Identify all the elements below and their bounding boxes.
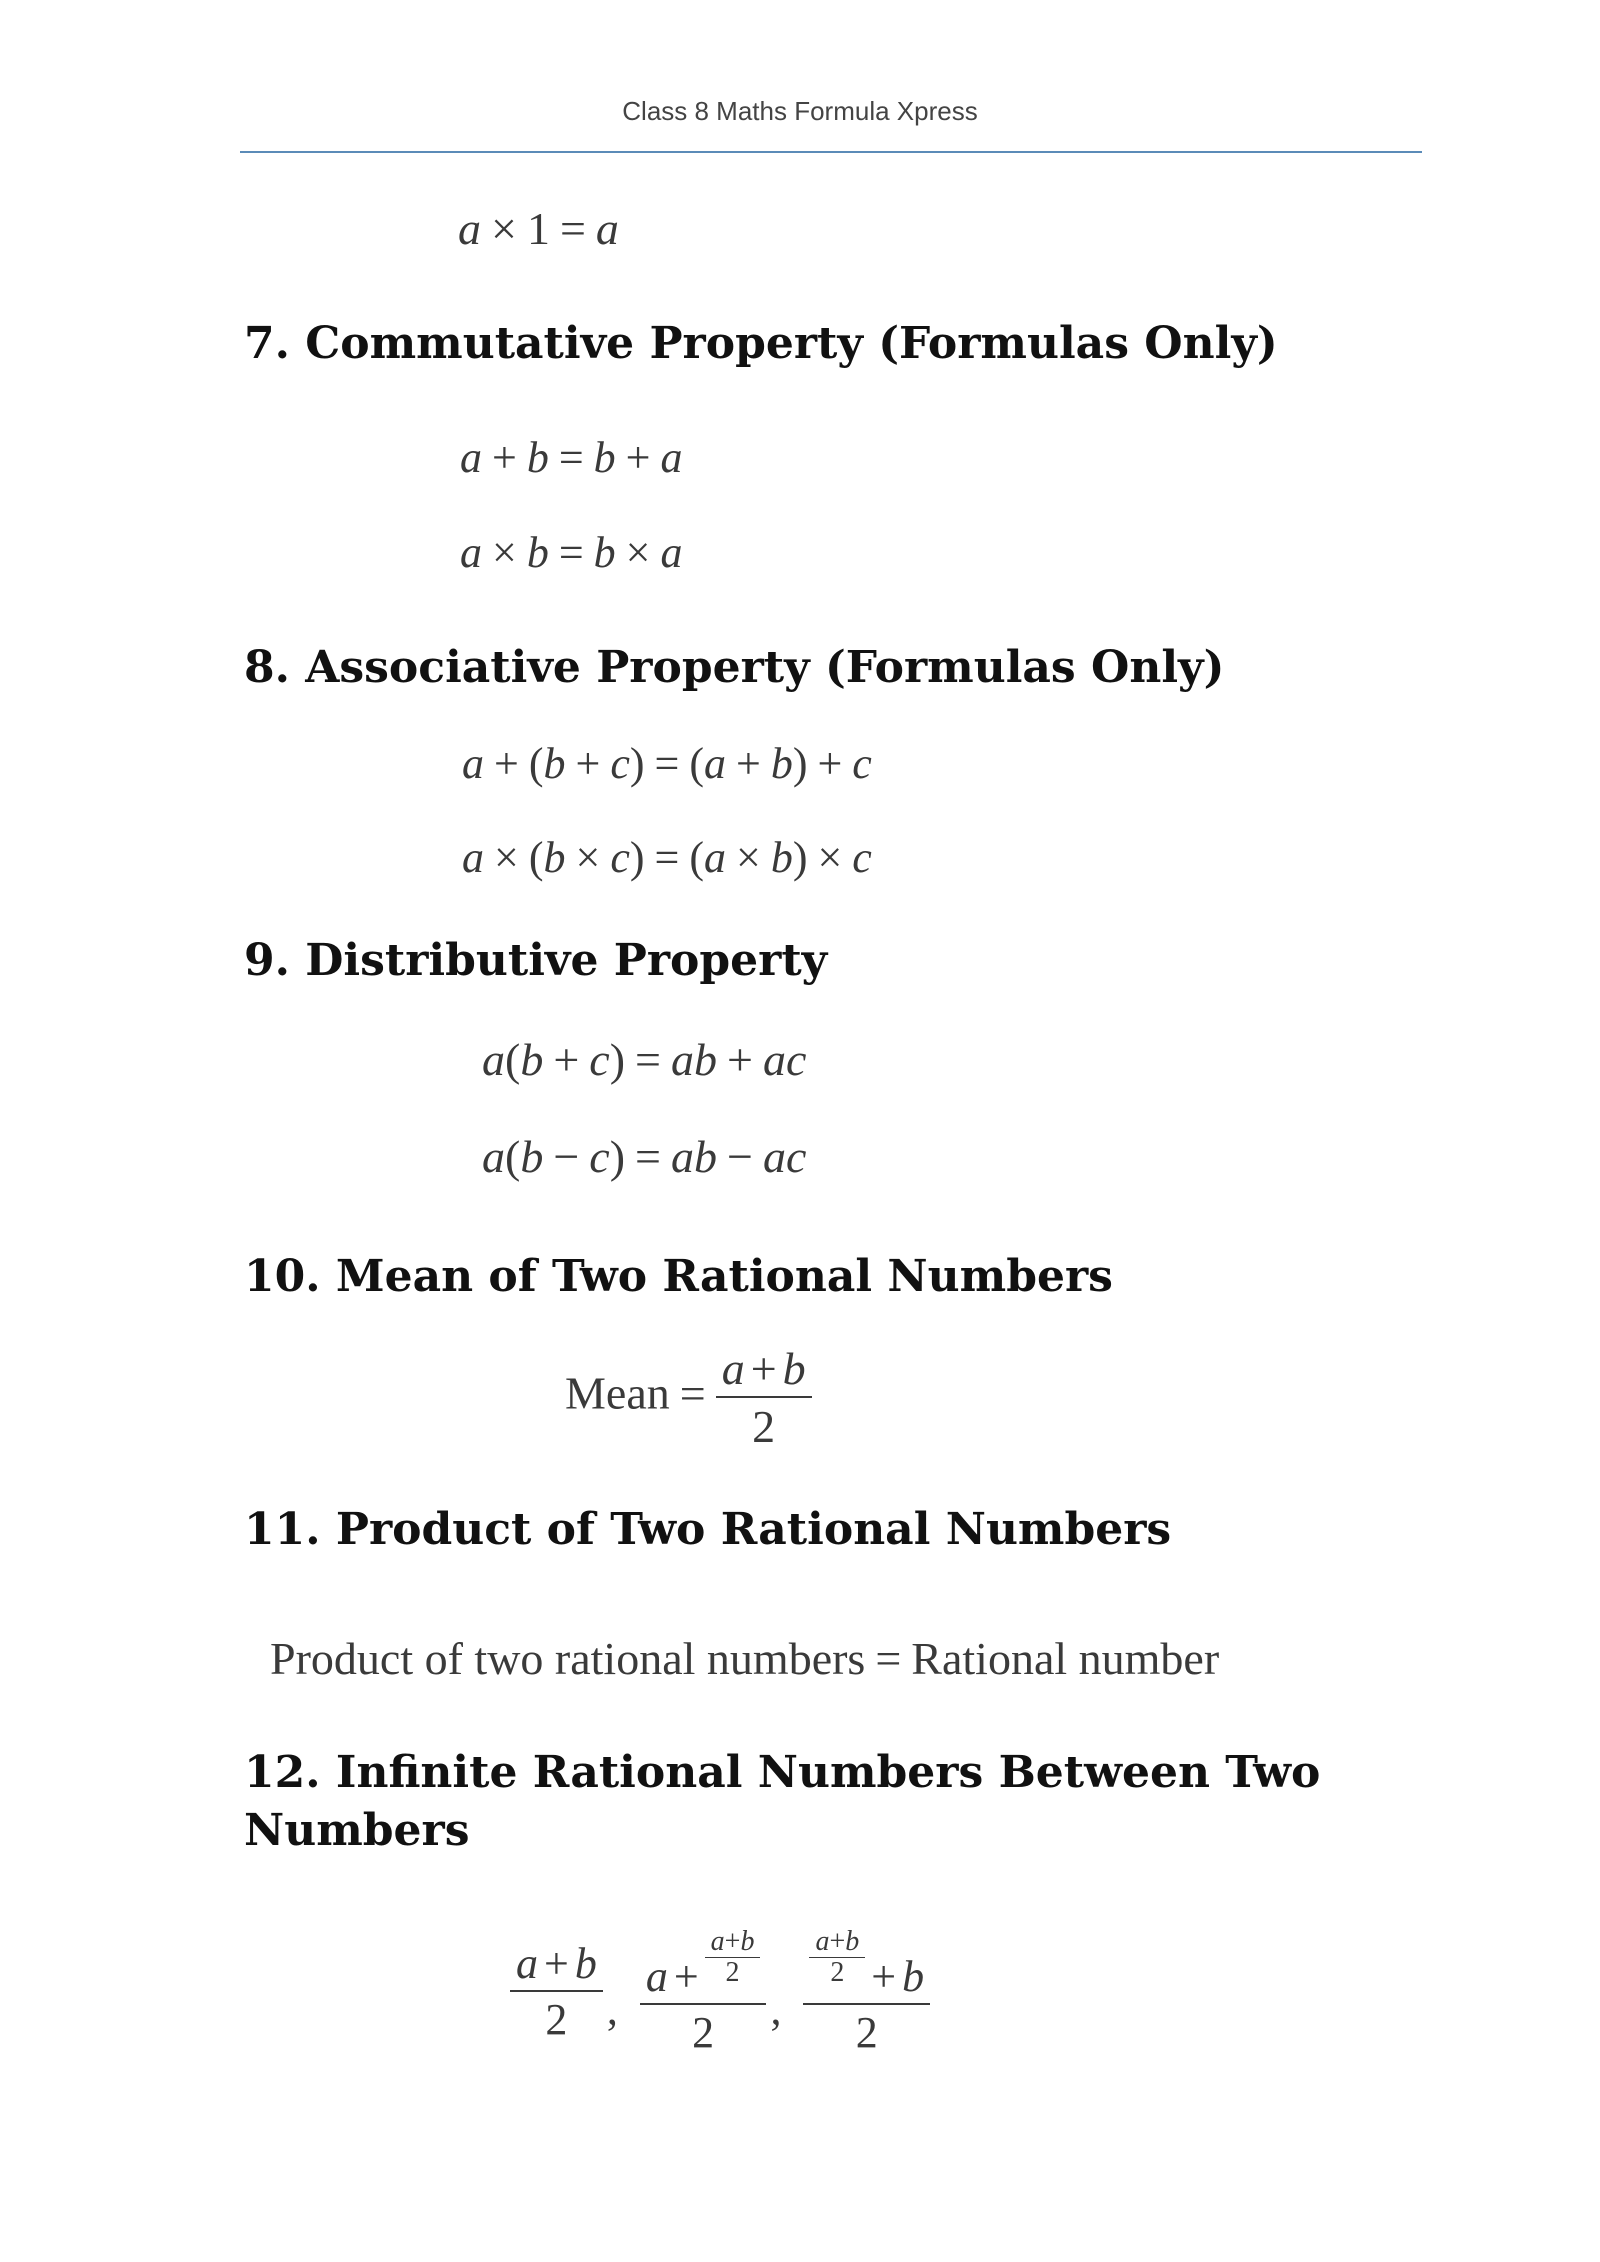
section-heading-commutative: 7. Commutative Property (Formulas Only) bbox=[244, 318, 1278, 369]
fraction-right-midpoint: $\frac{a+b}{2}$ + b 2 bbox=[803, 1928, 930, 2055]
fraction-midpoint: $\frac{a + b}{2}$ bbox=[510, 1942, 603, 2042]
commutative-addition-formula: a + b = b + a bbox=[460, 433, 683, 482]
distributive-subtraction-formula: a(b − c) = ab − ac bbox=[482, 1131, 807, 1182]
commutative-multiplication-formula: a × b = b × a bbox=[460, 528, 683, 577]
section-heading-associative: 8. Associative Property (Formulas Only) bbox=[244, 642, 1225, 693]
associative-addition-formula: a + (b + c) = (a + b) + c bbox=[462, 739, 872, 788]
section-heading-mean: 10. Mean of Two Rational Numbers bbox=[244, 1251, 1113, 1302]
mean-fraction: $\frac{a + b}{2}$ bbox=[716, 1346, 812, 1450]
page-header-title: Class 8 Maths Formula Xpress bbox=[622, 96, 978, 126]
identity-formula: a × 1 = a bbox=[458, 203, 619, 254]
section-heading-distributive: 9. Distributive Property bbox=[244, 935, 828, 986]
infinite-rationals-formula: $\frac{a + b}{2}$ , a + $\frac{a+b}{2}$ 2 , $\frac{a+b}{2}$ + b 2 bbox=[510, 1928, 930, 2055]
associative-multiplication-formula: a × (b × c) = (a × b) × c bbox=[462, 833, 872, 882]
fraction-left-midpoint: a + $\frac{a+b}{2}$ 2 bbox=[640, 1928, 767, 2055]
section-heading-infinite: 12. Infinite Rational Numbers Between Two Numbers bbox=[244, 1747, 1321, 1856]
product-formula: Product of two rational numbers = Rational number bbox=[270, 1633, 1220, 1684]
section-heading-product: 11. Product of Two Rational Numbers bbox=[244, 1504, 1172, 1555]
mean-formula: Mean = $\frac{a + b}{2}$ bbox=[565, 1346, 812, 1450]
distributive-addition-formula: a(b + c) = ab + ac bbox=[482, 1034, 807, 1085]
header-divider bbox=[240, 151, 1422, 153]
